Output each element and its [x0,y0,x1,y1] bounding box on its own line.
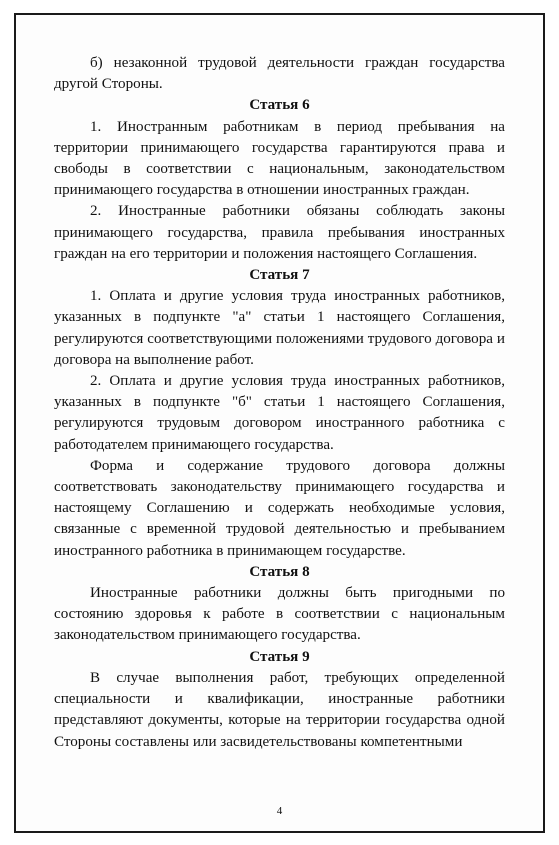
article-8-paragraph-1: Иностранные работники должны быть пригодными по состоянию здоровья к работе в соответствии с национальным законодательством принимающего государства. [54,585,505,644]
document-body [54,53,505,753]
article-7-paragraph-3: Форма и содержание трудового договора должны соответствовать законодательству принимающего государства и настоящему Соглашению и содержать необходимые условия, связанные с временной трудовой деятельностью и пребыванием иностранного работника в принимающем государстве. [54,457,505,559]
article-9-heading: Статья 9 [249,648,310,665]
article-6-paragraph-2: 2. Иностранные работники обязаны соблюдать законы принимающего государства, правила пребывания иностранных граждан на его территории и положения настоящего Соглашения. [54,203,505,262]
article-6-heading: Статья 6 [249,97,310,114]
article-7-paragraph-2: 2. Оплата и другие условия труда иностранных работников, указанных в подпункте "б" статьи 1 настоящего Соглашения, регулируются трудовым договором иностранного работника с работодателем принимающего государства. [54,373,505,453]
article-7-heading: Статья 7 [249,267,310,284]
article-9-paragraph-1: В случае выполнения работ, требующих определенной специальности и квалификации, иностранные работники представляют документы, которые на территории государства одной Стороны составлены или засвидетельствованы компетентными [54,669,505,750]
article-6-paragraph-1: 1. Иностранным работникам в период пребывания на территории принимающего государства гарантируются права и свободы в соответствии с национальным, законодательством принимающего государства в отношении иностранных граждан. [54,118,505,199]
paragraph-b: б) незаконной трудовой деятельности граждан государства другой Стороны. [54,55,505,93]
article-7-paragraph-1: 1. Оплата и другие условия труда иностранных работников, указанных в подпункте "а" статьи 1 настоящего Соглашения, регулируются соответствующими положениями трудового договора и договора на выполнение работ. [54,288,505,368]
page-number: 4 [276,805,283,817]
article-8-heading: Статья 8 [249,563,310,580]
document-page [14,13,545,833]
